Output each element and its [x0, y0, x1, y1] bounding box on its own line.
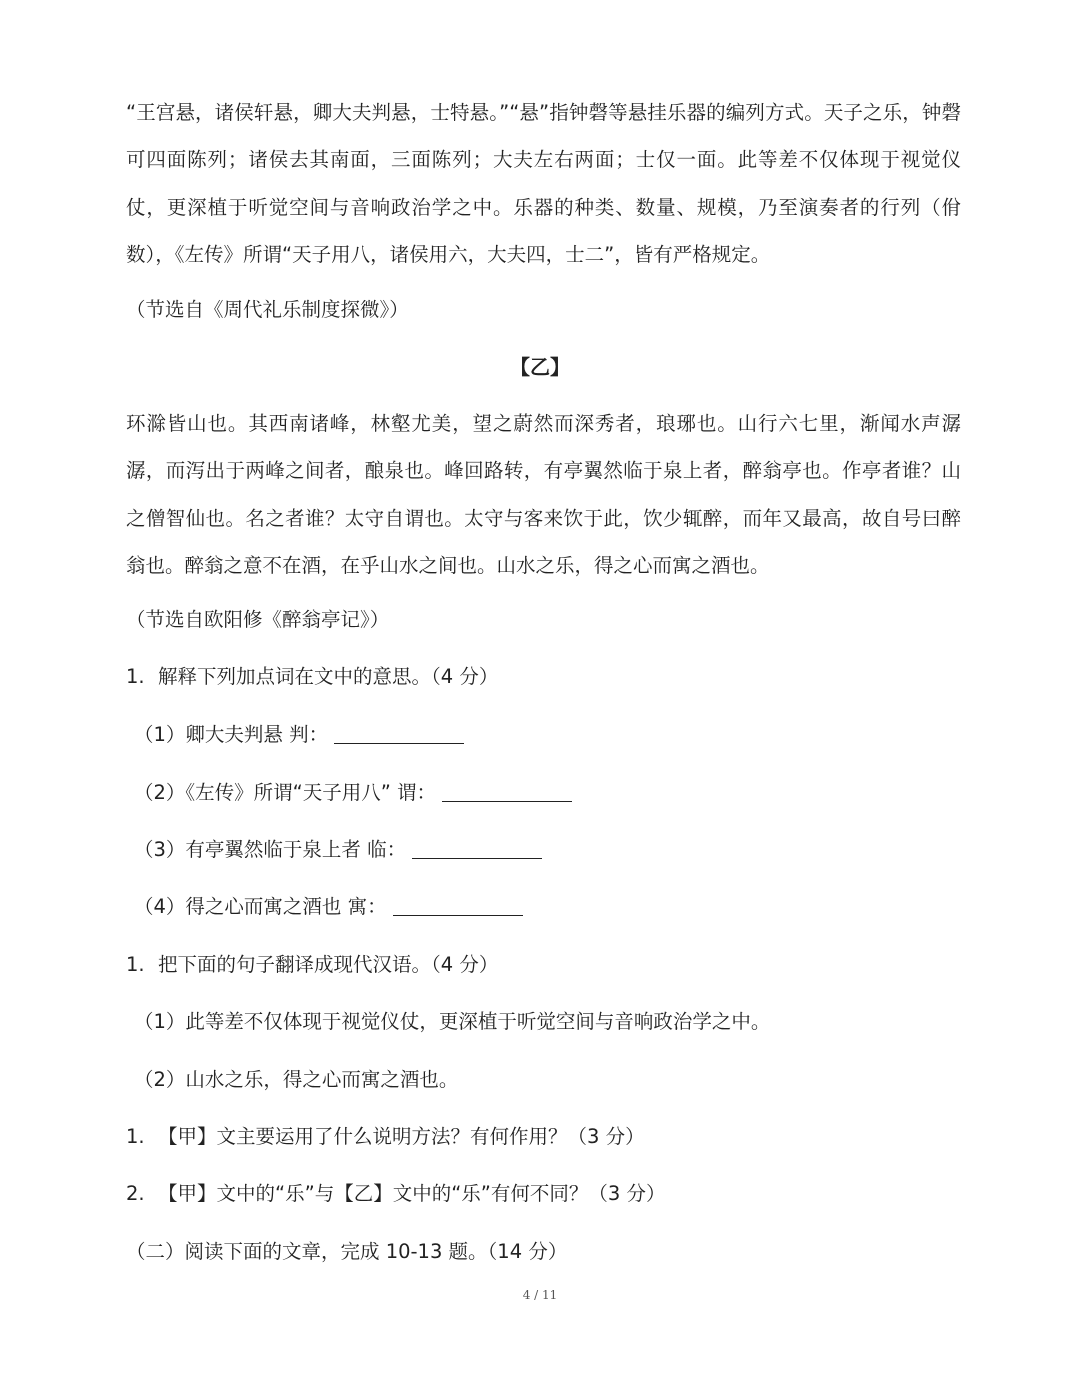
- question-1-prompt: 解释下列加点词在文中的意思。（4 分）: [158, 665, 499, 688]
- passage-jia-source: （节选自《周代礼乐制度探微》）: [126, 298, 409, 321]
- answer-blank-2[interactable]: [442, 781, 572, 802]
- question-1-item-1-text: （1）卿大夫判悬 判：: [134, 723, 329, 746]
- question-1-item-4-text: （4）得之心而寓之酒也 寓：: [134, 895, 387, 918]
- question-4-number: 2.: [126, 1182, 145, 1205]
- question-1-item-2: [134, 779, 572, 807]
- question-1-item-3-text: （3）有亭翼然临于泉上者 临：: [134, 838, 407, 861]
- question-4: [126, 1180, 666, 1208]
- passage-yi-text: 环滁皆山也。其西南诸峰，林壑尤美，望之蔚然而深秀者，琅琊也。山行六七里，渐闻水声潺潺，而泻出于两峰之间者，酿泉也。峰回路转，有亭翼然临于泉上者，醉翁亭也。作亭者谁？山之僧智仙也。名之者谁？太守自谓也。太守与客来饮于此，饮少辄醉，而年又最高，故自号曰醉翁也。醉翁之意不在酒，在乎山水之间也。山水之乐，得之心而寓之酒也。: [126, 412, 961, 577]
- question-2: [126, 951, 498, 979]
- question-4-prompt: 【甲】文中的“乐”与【乙】文中的“乐”有何不同？（3 分）: [158, 1182, 666, 1205]
- question-3: [126, 1123, 645, 1151]
- question-1-item-1: [134, 721, 464, 749]
- passage-yi-source: （节选自欧阳修《醉翁亭记》）: [126, 608, 390, 631]
- question-2-item-2: （2）山水之乐，得之心而寓之酒也。: [134, 1068, 459, 1091]
- question-2-prompt: 把下面的句子翻译成现代汉语。（4 分）: [158, 953, 499, 976]
- answer-blank-3[interactable]: [412, 838, 542, 859]
- question-1-item-4: [134, 893, 523, 921]
- answer-blank-4[interactable]: [393, 895, 523, 916]
- page-number: 4 / 11: [522, 1288, 558, 1302]
- question-1-number: 1.: [126, 665, 145, 688]
- question-1-item-2-text: （2）《左传》所谓“天子用八” 谓：: [134, 781, 437, 804]
- passage-yi-heading: 【乙】: [510, 355, 570, 379]
- question-1-item-3: [134, 836, 542, 864]
- passage-jia-text: “王宫悬，诸侯轩悬，卿大夫判悬，士特悬。”“悬”指钟磬等悬挂乐器的编列方式。天子之乐，钟磬可四面陈列；诸侯去其南面，三面陈列；大夫左右两面；士仅一面。此等差不仅体现于视觉仪仗，更深植于听觉空间与音响政治学之中。乐器的种类、数量、规模，乃至演奏者的行列（佾数），《左传》所谓“天子用八，诸侯用六，大夫四，士二”，皆有严格规定。: [126, 101, 961, 266]
- section-2-instruction: （二）阅读下面的文章，完成 10-13 题。（14 分）: [126, 1240, 568, 1263]
- question-3-number: 1.: [126, 1125, 145, 1148]
- question-1: [126, 663, 498, 691]
- question-2-item-1: （1）此等差不仅体现于视觉仪仗，更深植于听觉空间与音响政治学之中。: [134, 1010, 771, 1033]
- answer-blank-1[interactable]: [334, 723, 464, 744]
- question-3-prompt: 【甲】文主要运用了什么说明方法？有何作用？（3 分）: [158, 1125, 645, 1148]
- question-2-number: 1.: [126, 953, 145, 976]
